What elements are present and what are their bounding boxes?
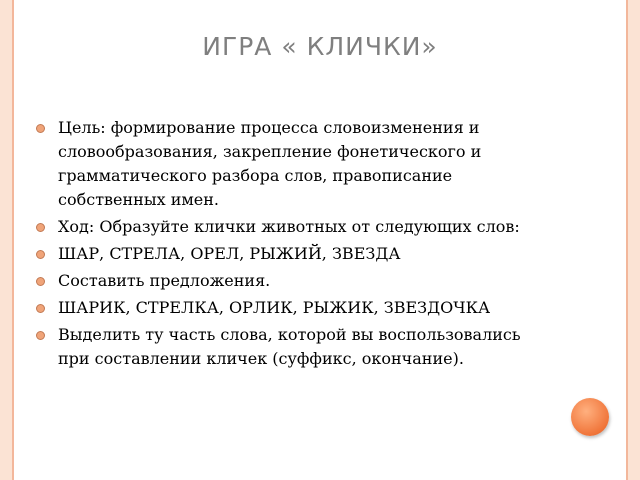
- bullet-circle-icon: [36, 304, 45, 313]
- bullet-item-source-words: [34, 242, 554, 266]
- bullet-item-highlight: [34, 323, 554, 371]
- bullet-item-procedure: [34, 215, 554, 239]
- bullet-circle-icon: [36, 331, 45, 340]
- bullet-text: Цель: формирование процесса словоизменения и словообразования, закрепление фонетического и грамматического разбора слов, правописание собственных имен.: [58, 118, 482, 209]
- bullet-item-sentences: [34, 269, 554, 293]
- right-border-line: [626, 0, 628, 480]
- bullet-circle-icon: [36, 223, 45, 232]
- left-border-band: [0, 0, 12, 480]
- bullet-item-nicknames: [34, 296, 554, 320]
- bullet-text: ШАР, СТРЕЛА, ОРЕЛ, РЫЖИЙ, ЗВЕЗДА: [58, 244, 401, 263]
- bullet-item-goal: [34, 116, 554, 212]
- slide-title: ИГРА « КЛИЧКИ»: [202, 32, 438, 61]
- bullet-circle-icon: [36, 250, 45, 259]
- bullet-text: Выделить ту часть слова, которой вы воспользовались при составлении кличек (суффикс, окончание).: [58, 325, 521, 368]
- bullet-circle-icon: [36, 277, 45, 286]
- bullet-circle-icon: [36, 124, 45, 133]
- orange-circle-icon: [571, 398, 609, 436]
- right-border-band: [628, 0, 640, 480]
- bullet-text: Составить предложения.: [58, 271, 271, 290]
- left-border-line: [12, 0, 14, 480]
- bullet-list: [34, 116, 554, 374]
- bullet-text: Ход: Образуйте клички животных от следующих слов:: [58, 217, 520, 236]
- bullet-text: ШАРИК, СТРЕЛКА, ОРЛИК, РЫЖИК, ЗВЕЗДОЧКА: [58, 298, 491, 317]
